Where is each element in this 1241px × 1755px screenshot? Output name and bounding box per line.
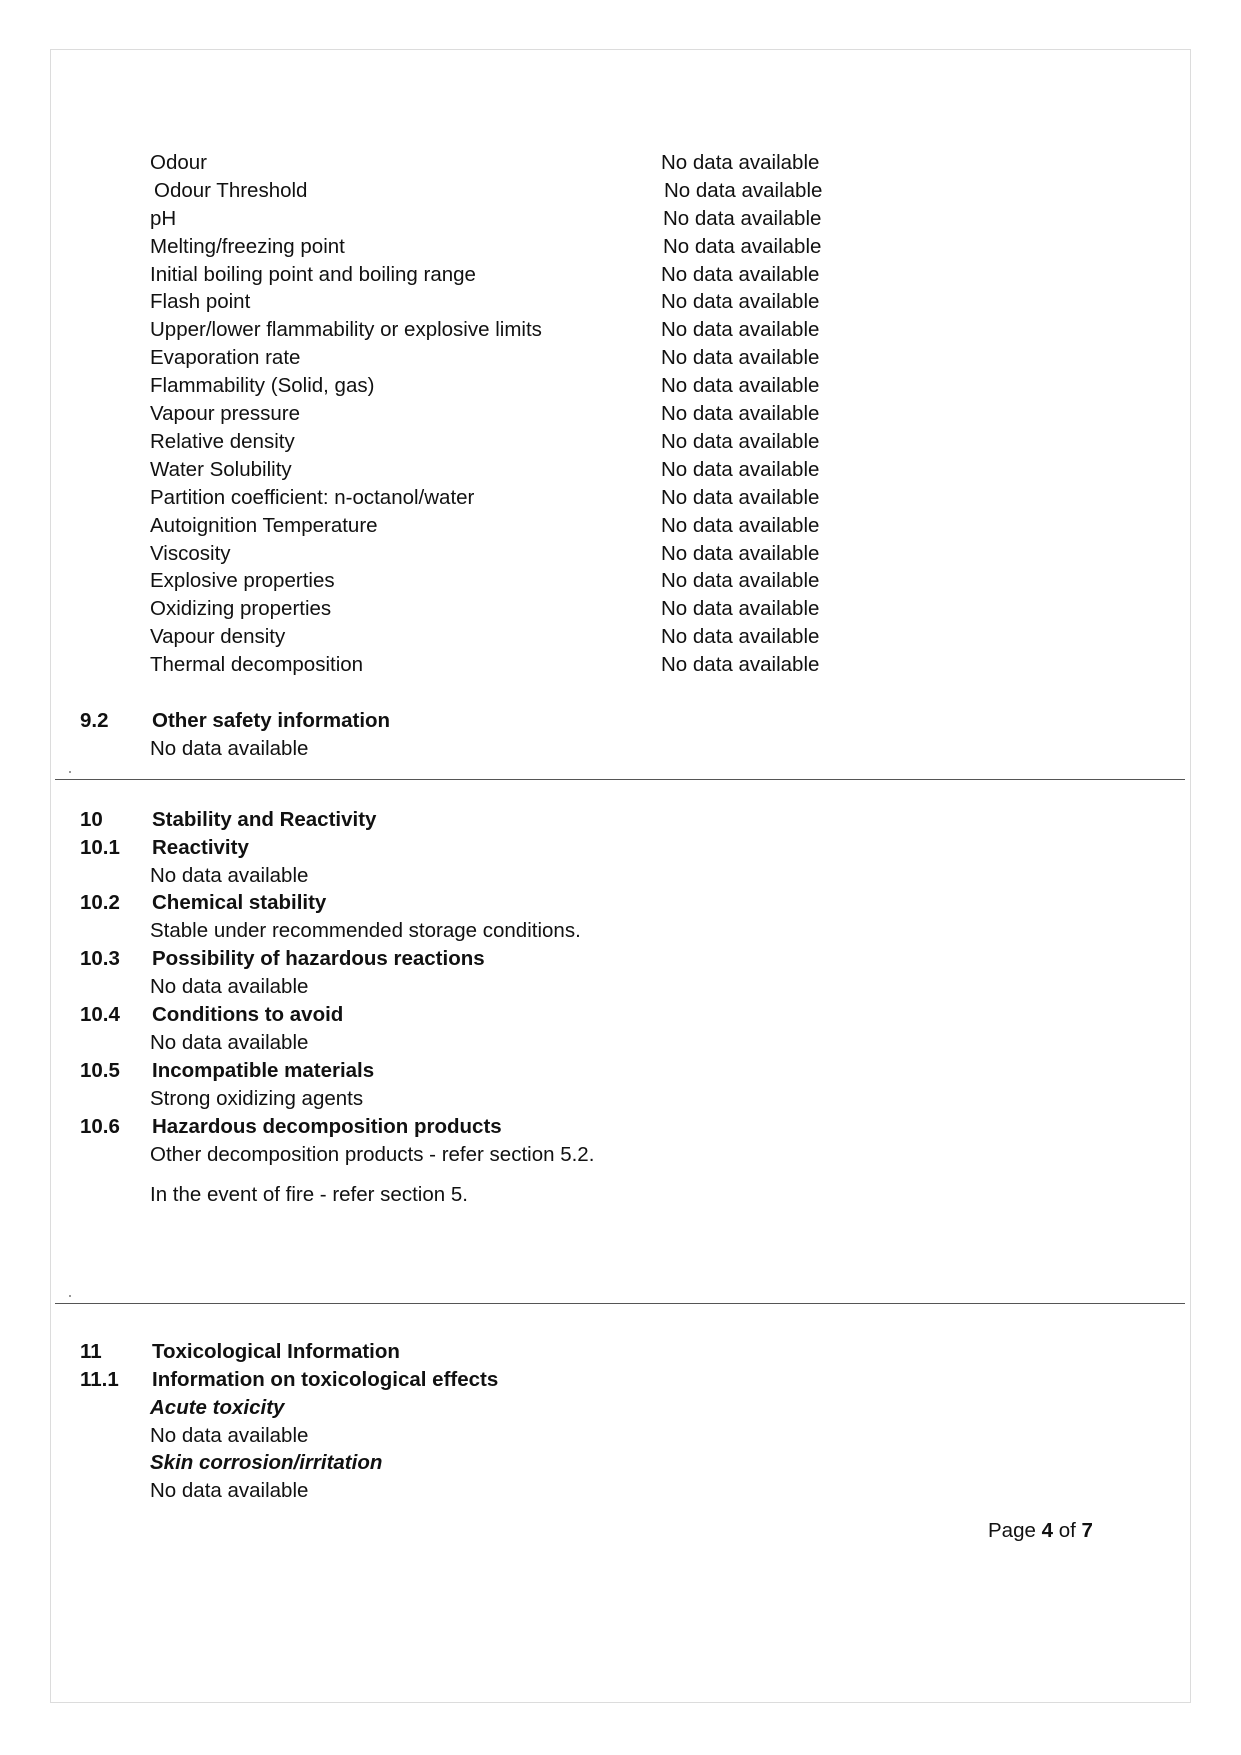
property-value: No data available <box>663 207 822 230</box>
property-value: No data available <box>661 402 820 425</box>
subsection-number: 10.5 <box>80 1059 120 1082</box>
property-value: No data available <box>661 430 820 453</box>
section-divider <box>55 1303 1185 1304</box>
subsection-title: Chemical stability <box>152 891 327 914</box>
item-text: No data available <box>150 1424 309 1447</box>
property-value: No data available <box>664 179 823 202</box>
subsection-text: Other decomposition products - refer section 5.2. <box>150 1143 595 1166</box>
section-title: Other safety information <box>152 709 391 732</box>
page-total: 7 <box>1081 1519 1093 1542</box>
divider-mark <box>69 771 71 773</box>
fire-reference-text: In the event of fire - refer section 5. <box>150 1183 468 1206</box>
property-name: Viscosity <box>150 542 231 565</box>
subsection-number: 10.4 <box>80 1003 120 1026</box>
subsection-title: Hazardous decomposition products <box>152 1115 502 1138</box>
divider-mark <box>69 1295 71 1297</box>
subsection-number: 10.2 <box>80 891 120 914</box>
subsection-text: No data available <box>150 975 309 998</box>
property-name: Vapour density <box>150 625 286 648</box>
property-name: Relative density <box>150 430 295 453</box>
property-value: No data available <box>661 346 820 369</box>
property-value: No data available <box>661 263 820 286</box>
property-name: Autoignition Temperature <box>150 514 378 537</box>
page-of: of <box>1058 1519 1076 1542</box>
property-value: No data available <box>661 458 820 481</box>
subsection-text: Stable under recommended storage conditions. <box>150 919 581 942</box>
section-title: Toxicological Information <box>152 1340 400 1363</box>
property-value: No data available <box>661 625 820 648</box>
item-title: Skin corrosion/irritation <box>150 1451 383 1474</box>
property-name: Vapour pressure <box>150 402 301 425</box>
property-name: Evaporation rate <box>150 346 301 369</box>
property-name: Explosive properties <box>150 569 335 592</box>
subsection-title: Incompatible materials <box>152 1059 375 1082</box>
subsection-number: 11.1 <box>80 1368 119 1391</box>
subsection-title: Reactivity <box>152 836 249 859</box>
property-name: Flash point <box>150 290 251 313</box>
subsection-title: Conditions to avoid <box>152 1003 344 1026</box>
property-name: Flammability (Solid, gas) <box>150 374 375 397</box>
subsection-text: No data available <box>150 864 309 887</box>
property-value: No data available <box>661 542 820 565</box>
subsection-text: No data available <box>150 1031 309 1054</box>
property-value: No data available <box>661 653 820 676</box>
property-value: No data available <box>661 597 820 620</box>
page-prefix: Page <box>988 1519 1036 1542</box>
section-number: 9.2 <box>80 709 109 732</box>
subsection-number: 10.6 <box>80 1115 120 1138</box>
page-current: 4 <box>1041 1519 1053 1542</box>
property-name: Odour Threshold <box>154 179 308 202</box>
section-title: Stability and Reactivity <box>152 808 377 831</box>
property-value: No data available <box>661 374 820 397</box>
subsection-number: 10.1 <box>80 836 120 859</box>
property-value: No data available <box>661 290 820 313</box>
subsection-number: 10.3 <box>80 947 120 970</box>
property-value: No data available <box>661 486 820 509</box>
property-name: Odour <box>150 151 207 174</box>
section-number: 10 <box>80 808 103 831</box>
page-number <box>988 1519 1093 1543</box>
property-value: No data available <box>661 569 820 592</box>
property-name: Partition coefficient: n-octanol/water <box>150 486 475 509</box>
subsection-title: Possibility of hazardous reactions <box>152 947 485 970</box>
section-number: 11 <box>80 1340 102 1363</box>
property-value: No data available <box>661 318 820 341</box>
property-name: Oxidizing properties <box>150 597 332 620</box>
property-name: Upper/lower flammability or explosive limits <box>150 318 542 341</box>
property-name: Thermal decomposition <box>150 653 364 676</box>
item-title: Acute toxicity <box>150 1396 285 1419</box>
property-value: No data available <box>661 514 820 537</box>
item-text: No data available <box>150 1479 309 1502</box>
property-name: Water Solubility <box>150 458 292 481</box>
subsection-text: Strong oxidizing agents <box>150 1087 364 1110</box>
property-value: No data available <box>661 151 820 174</box>
section-text: No data available <box>150 737 309 760</box>
property-name: Melting/freezing point <box>150 235 345 258</box>
property-name: pH <box>150 207 177 230</box>
subsection-title: Information on toxicological effects <box>152 1368 499 1391</box>
property-name: Initial boiling point and boiling range <box>150 263 476 286</box>
property-value: No data available <box>663 235 822 258</box>
section-divider <box>55 779 1185 780</box>
